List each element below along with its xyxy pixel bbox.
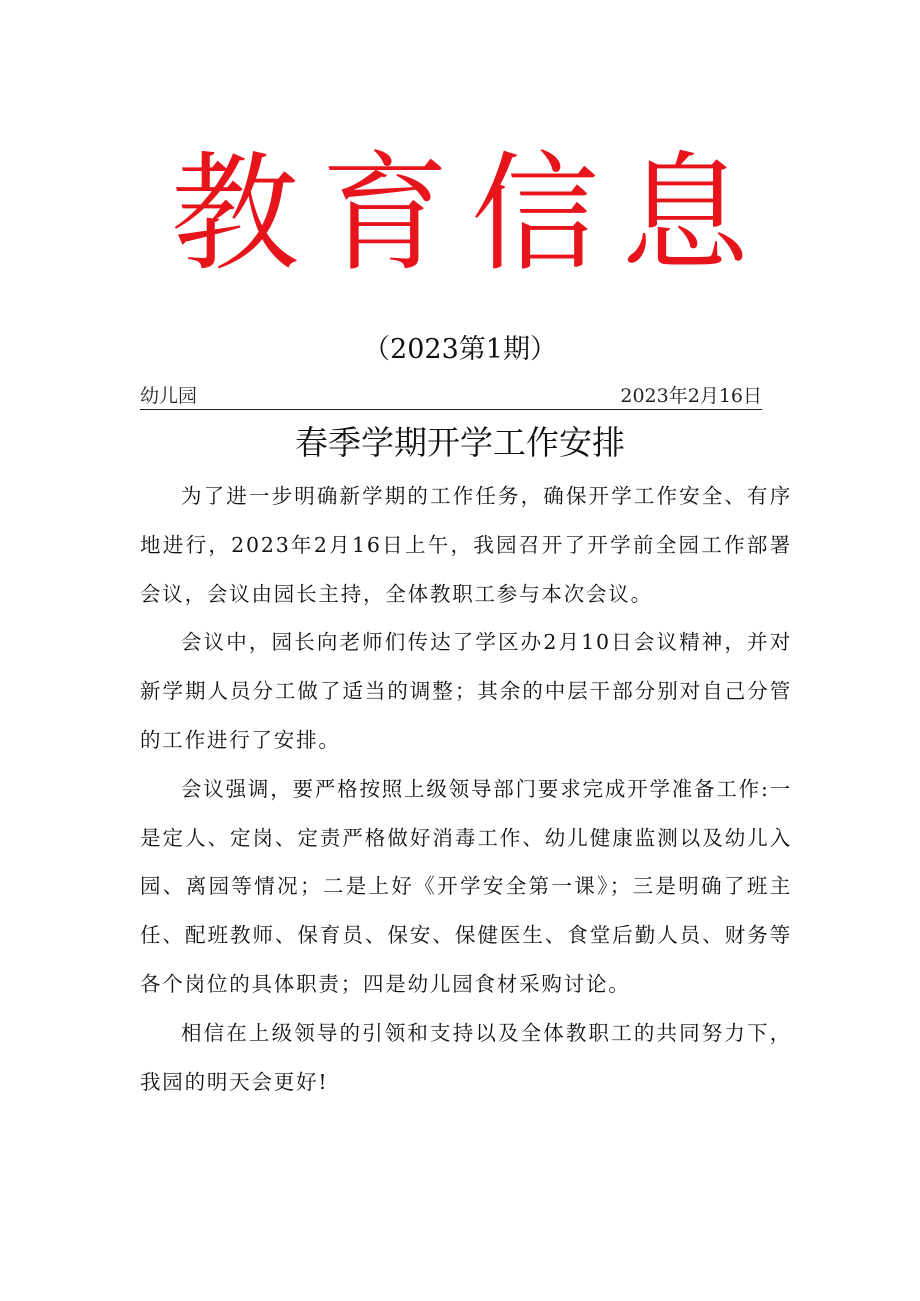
- article-headline: 春季学期开学工作安排: [295, 423, 625, 462]
- publish-date: 2023年2月16日: [620, 385, 762, 407]
- organization-name: 幼儿园: [140, 385, 198, 407]
- article-body: [140, 472, 792, 1106]
- issue-number: （2023第1期）: [363, 334, 557, 365]
- article-paragraph: 为了进一步明确新学期的工作任务，确保开学工作安全、有序地进行，2023年2月16日上午，我园召开了开学前全园工作部署会议，会议由园长主持，全体教职工参与本次会议。: [140, 484, 792, 606]
- article-paragraph: 会议强调，要严格按照上级领导部门要求完成开学准备工作:一是定人、定岗、定责严格做好消毒工作、幼儿健康监测以及幼儿入园、离园等情况；二是上好《开学安全第一课》；三是明确了班主任、配班教师、保育员、保安、保健医生、食堂后勤人员、财务等各个岗位的具体职责；四是幼儿园食材采购讨论。: [140, 776, 792, 996]
- masthead-title: 教育信息: [170, 140, 771, 289]
- article-paragraph: 会议中，园长向老师们传达了学区办2月10日会议精神，并对新学期人员分工做了适当的调整；其余的中层干部分别对自己分管的工作进行了安排。: [140, 630, 792, 752]
- dateline: [140, 383, 762, 410]
- article-paragraph: 相信在上级领导的引领和支持以及全体教职工的共同努力下，我园的明天会更好!: [140, 1020, 792, 1094]
